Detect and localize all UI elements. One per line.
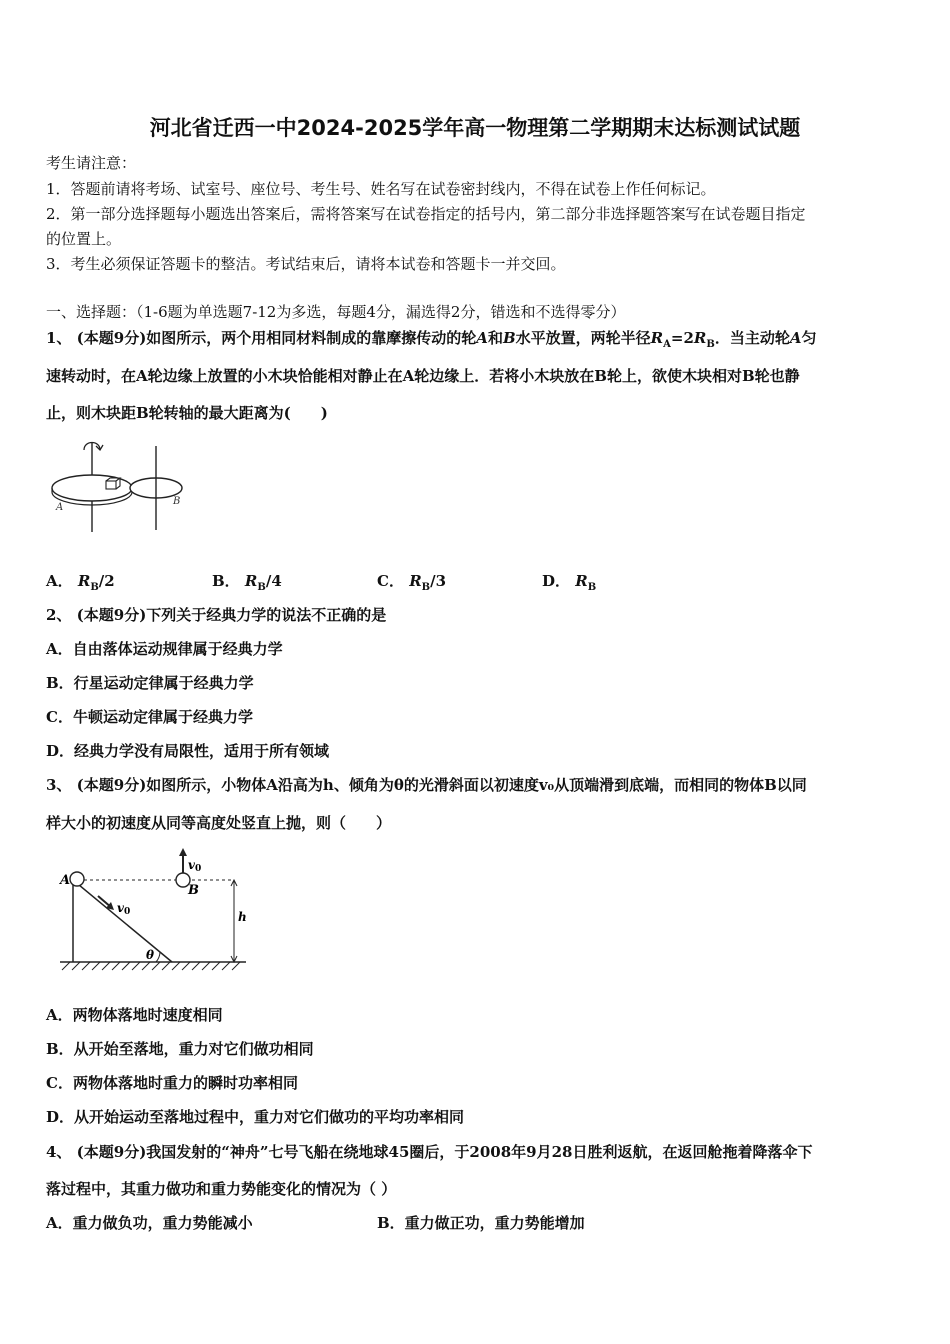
q1-stem-line2: 速转动时，在A轮边缘上放置的小木块恰能相对静止在A轮边缘上．若将小木块放在B轮上，欲使木块相对B轮也静: [46, 367, 800, 385]
notice-item-2: 2．第一部分选择题每小题选出答案后，需将答案写在试卷指定的括号内，第二部分非选择题答案写在试卷题目指定: [46, 205, 806, 223]
q3-option-d: D．从开始运动至落地过程中，重力对它们做功的平均功率相同: [46, 1108, 465, 1126]
q4-option-b: B．重力做正功，重力势能增加: [377, 1214, 585, 1232]
q3-fig-theta: θ: [146, 948, 155, 962]
q3-option-a: A．两物体落地时速度相同: [46, 1006, 223, 1024]
section-heading: 一、选择题：（1-6题为单选题7-12为多选，每题4分，漏选得2分，错选和不选得零分）: [46, 303, 626, 321]
q1-fig-label-b: B: [173, 496, 181, 507]
q1-wheels-figure: [48, 432, 198, 532]
q1-option-c: C． $R_B/3$: [377, 572, 447, 593]
q1-option-b: B． $R_B/4$: [212, 572, 282, 593]
q1-option-d: D． $R_B$: [542, 572, 597, 593]
q1-stem-line1: 1、 (本题9分)如图所示，两个用相同材料制成的靠摩擦传动的轮A和B水平放置，两轮半径$R_A=2R_B$．当主动轮A匀: [46, 329, 817, 350]
notice-item-2-cont: 的位置上。: [46, 230, 122, 248]
q2-option-a: A．自由落体运动规律属于经典力学: [46, 640, 283, 658]
q4-stem-line2: 落过程中，其重力做功和重力势能变化的情况为（ ）: [46, 1180, 397, 1198]
q2-option-d: D．经典力学没有局限性，适用于所有领域: [46, 742, 330, 760]
q3-fig-label-a: A: [60, 873, 71, 888]
q2-option-b: B．行星运动定律属于经典力学: [46, 674, 254, 692]
q3-option-c: C．两物体落地时重力的瞬时功率相同: [46, 1074, 298, 1092]
q4-stem-line1: 4、 (本题9分)我国发射的“神舟”七号飞船在绕地球45圈后，于2008年9月28日胜利返航，在返回舱拖着降落伞下: [46, 1143, 813, 1161]
q3-fig-h: h: [238, 910, 247, 924]
q4-option-a: A．重力做负功，重力势能减小: [46, 1214, 253, 1232]
notice-item-1: 1．答题前请将考场、试室号、座位号、考生号、姓名写在试卷密封线内，不得在试卷上作任何标记。: [46, 180, 716, 198]
q3-fig-v0-incline: v0: [117, 901, 131, 917]
q1-stem-line3: 止，则木块距B轮转轴的最大距离为( ): [46, 404, 328, 422]
notice-heading: 考生请注意：: [46, 154, 137, 172]
q2-option-c: C．牛顿运动定律属于经典力学: [46, 708, 253, 726]
q3-stem-line2: 样大小的初速度从同等高度处竖直上抛，则（ ）: [46, 814, 392, 832]
q3-fig-label-b: B: [188, 883, 199, 898]
q3-stem-line1: 3、 (本题9分)如图所示，小物体A沿高为h、倾角为θ的光滑斜面以初速度v₀从顶端滑到底端，而相同的物体B以同: [46, 776, 807, 794]
q2-stem: 2、 (本题9分)下列关于经典力学的说法不正确的是: [46, 606, 387, 624]
page-title: 河北省迁西一中2024-2025学年高一物理第二学期期末达标测试试题: [149, 116, 801, 140]
q3-fig-v0-top: v0: [188, 858, 202, 874]
q1-option-a: A． $R_B/2$: [46, 572, 115, 593]
q3-incline-figure: [56, 842, 256, 974]
q1-fig-label-a: A: [56, 502, 64, 513]
notice-item-3: 3．考生必须保证答题卡的整洁。考试结束后，请将本试卷和答题卡一并交回。: [46, 255, 566, 273]
q3-option-b: B．从开始至落地，重力对它们做功相同: [46, 1040, 314, 1058]
